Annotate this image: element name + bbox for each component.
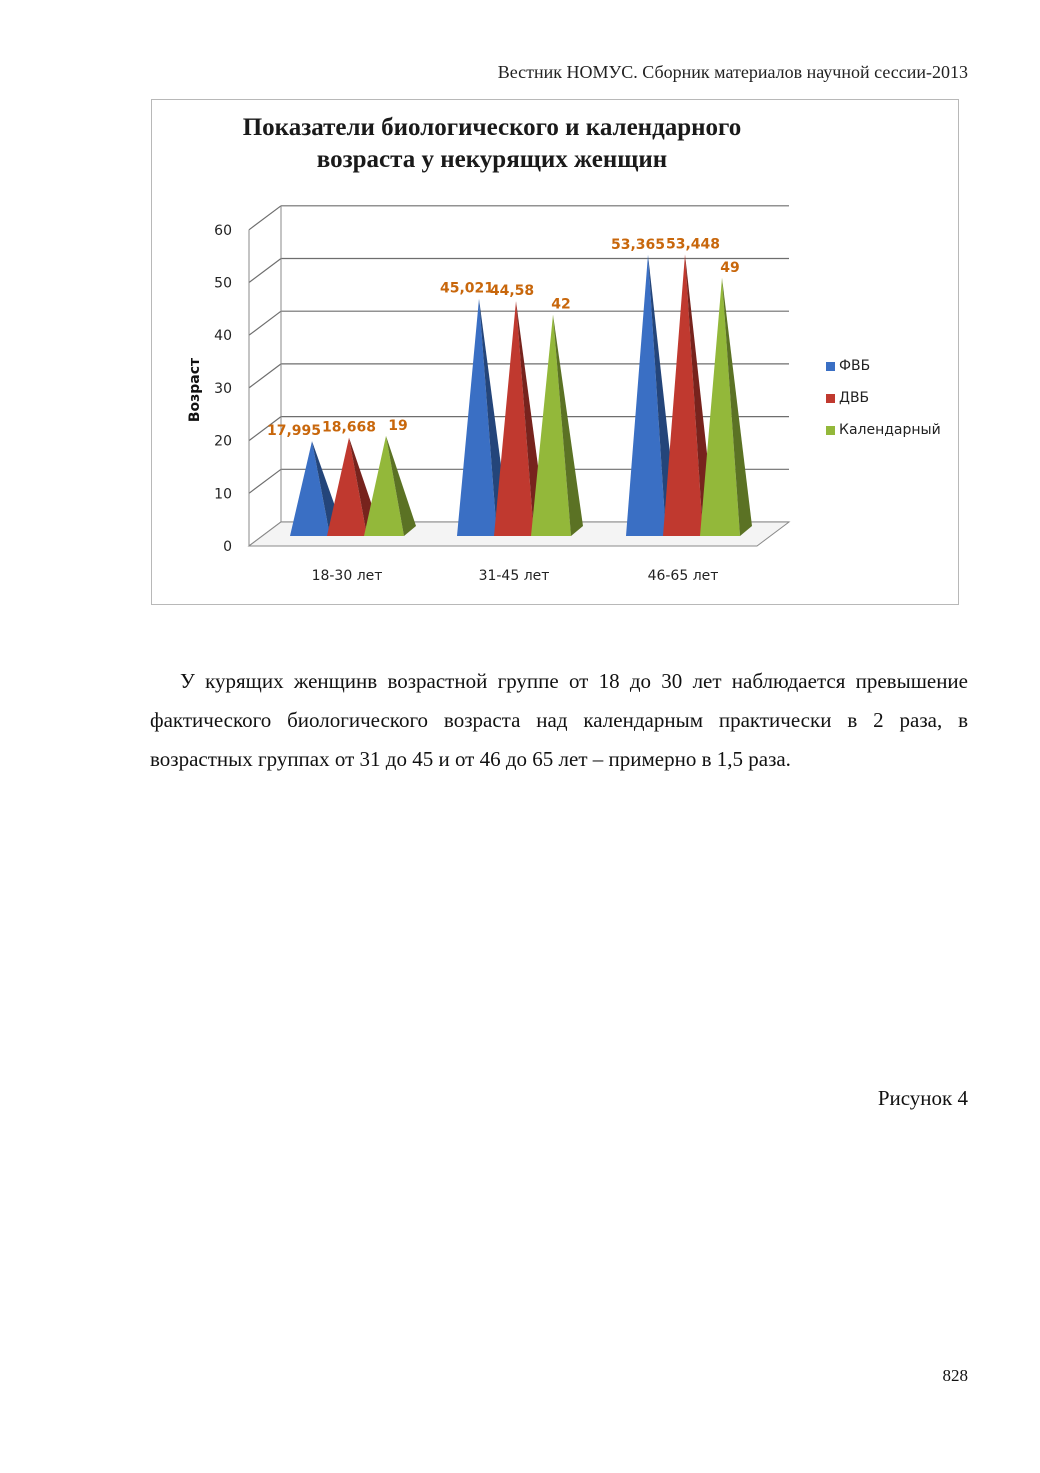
- legend-item-fvb: [826, 350, 941, 382]
- gridline-side-10: [249, 469, 281, 493]
- body-paragraph: У курящих женщинв возрастной группе от 18 до 30 лет наблюдается превышение фактического биологического возраста над календарным практически в 2 раза, в возрастных группах от 31 до 45 и от 46 до 65 лет – примерно в 1,5 раза.: [150, 669, 968, 771]
- pyramid-fvb-1-data-label: 17,995: [266, 423, 322, 440]
- chart-legend: [826, 350, 941, 446]
- chart-title-line-1: Показатели биологического и календарного: [242, 114, 742, 141]
- legend-swatch-fvb: [826, 362, 835, 371]
- page-number: 828: [942, 1366, 968, 1385]
- gridline-side-50: [249, 259, 281, 283]
- y-tick-label-20: 20: [214, 433, 232, 450]
- legend-swatch-calendar: [826, 426, 835, 435]
- legend-item-dvb: [826, 382, 941, 414]
- y-tick-label-50: 50: [214, 275, 232, 292]
- pyramid-fvb-3-data-label: 53,365: [610, 236, 666, 253]
- y-tick-label-0: 0: [223, 539, 232, 555]
- y-tick-label-30: 30: [214, 380, 232, 397]
- pyramid-calendar-2-data-label: 42: [551, 296, 571, 313]
- x-category-label-1: 18-30 лет: [311, 568, 383, 584]
- pyramid-calendar-3-data-label: 49: [720, 259, 740, 276]
- pyramid-fvb-2-data-label: 45,021: [439, 280, 495, 297]
- legend-item-calendar: [826, 414, 941, 446]
- pyramid-dvb-1-data-label: 18,668: [321, 419, 377, 436]
- y-axis-title: Возраст: [187, 357, 203, 423]
- y-tick-label-40: 40: [214, 328, 232, 345]
- gridline-side-40: [249, 311, 281, 335]
- pyramid-dvb-3-data-label: 53,448: [665, 236, 721, 253]
- gridline-side-30: [249, 364, 281, 388]
- y-tick-label-10: 10: [214, 486, 232, 503]
- gridline-side-60: [249, 206, 281, 230]
- legend-label-calendar: Календарный: [839, 422, 941, 438]
- legend-swatch-dvb: [826, 394, 835, 403]
- body-text: [150, 662, 968, 779]
- pyramid-dvb-2-data-label: 44,58: [489, 283, 535, 300]
- chart-title-line-2: возраста у некурящих женщин: [316, 146, 668, 173]
- figure-caption: Рисунок 4: [877, 1086, 968, 1110]
- x-category-label-3: 46-65 лет: [647, 568, 719, 584]
- legend-label-dvb: ДВБ: [839, 390, 870, 406]
- chart-frame: [151, 99, 959, 605]
- running-header: Вестник НОМУС. Сборник материалов научной сессии-2013: [497, 62, 968, 82]
- y-tick-label-60: 60: [214, 222, 232, 239]
- x-category-label-2: 31-45 лет: [478, 568, 550, 584]
- legend-label-fvb: ФВБ: [839, 358, 871, 374]
- pyramid-calendar-1-data-label: 19: [388, 417, 408, 434]
